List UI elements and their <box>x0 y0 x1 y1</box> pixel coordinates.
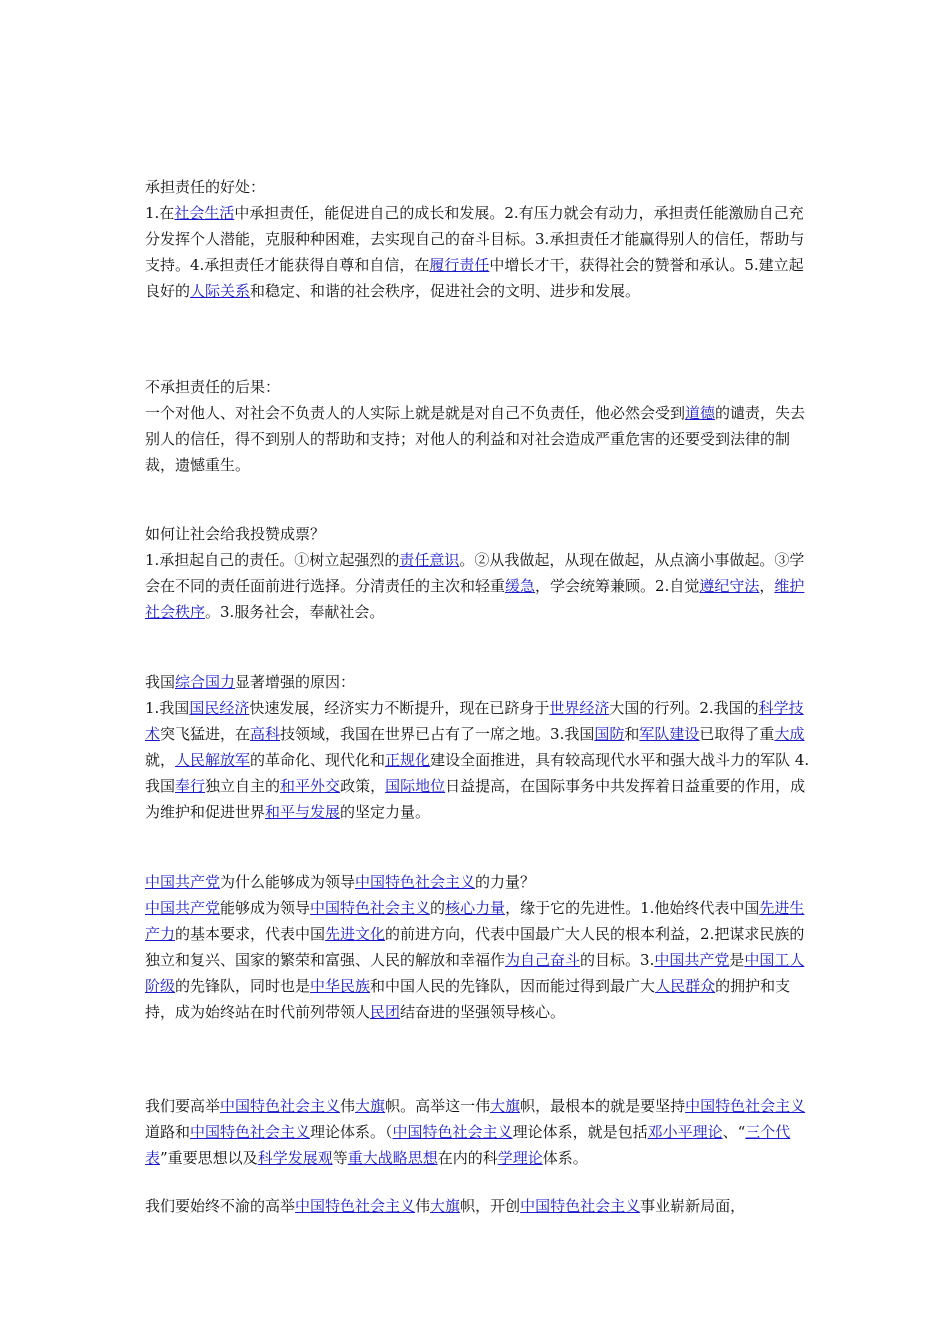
text-link[interactable]: 综合国力 <box>175 673 236 691</box>
text-link[interactable]: 遵纪守法 <box>699 577 760 595</box>
text-link[interactable]: 为自己奋斗 <box>505 951 581 969</box>
text-link[interactable]: 中国特色社会主义 <box>190 1123 311 1141</box>
text-run: 的基本要求，代表中国 <box>175 925 326 943</box>
text-run: 。3.服务社会，奉献社会。 <box>205 603 385 621</box>
text-run: 中增长才干，获得社会的赞誉和承认。5.建立起良好的 <box>145 256 804 300</box>
text-link[interactable]: 道德 <box>685 404 716 422</box>
text-run: 突飞猛进，在 <box>160 725 251 743</box>
text-link[interactable]: 和平外交 <box>280 777 341 795</box>
text-run: 、“ <box>722 1123 746 1141</box>
text-run: ”重要思想以及 <box>160 1149 258 1167</box>
text-link[interactable]: 国际地位 <box>385 777 446 795</box>
text-run: 的前进方向，代表中国最广大人民的根本利益，2.把谋求民族的独立和复兴、国家的繁荣和富强、人民的解放和幸福作 <box>145 925 805 969</box>
text-run: 帜，开创 <box>460 1197 521 1215</box>
section-body <box>145 200 810 304</box>
text-run: 帜。高举这一伟 <box>385 1097 491 1115</box>
text-run: 伟 <box>340 1097 356 1115</box>
section-national-power <box>145 669 810 825</box>
text-link[interactable]: 中国共产党 <box>145 899 221 917</box>
text-run: 和中国人民的先锋队，因而能过得到最广大 <box>370 977 656 995</box>
text-run: 的力量？ <box>475 873 536 891</box>
text-link[interactable]: 人际关系 <box>190 282 251 300</box>
section-body <box>145 695 810 825</box>
text-run: ，学会统筹兼顾。2.自觉 <box>535 577 700 595</box>
text-run: 我国 <box>145 673 176 691</box>
text-run: 是 <box>729 951 745 969</box>
text-link[interactable]: 奉行 <box>175 777 206 795</box>
section-heading <box>145 174 810 200</box>
text-link[interactable]: 学理论 <box>497 1149 543 1167</box>
text-link[interactable]: 中国工人阶级 <box>145 951 805 995</box>
text-run: 我们要高举 <box>145 1097 221 1115</box>
text-run: 道路和 <box>145 1123 191 1141</box>
text-run: 1.承担起自己的责任。①树立起强烈的 <box>145 551 400 569</box>
text-run: 如何让社会给我投赞成票？ <box>145 525 326 543</box>
text-link[interactable]: 中国特色社会主义 <box>685 1097 806 1115</box>
text-link[interactable]: 责任意识 <box>399 551 460 569</box>
text-run: 结奋进的坚强领导核心。 <box>400 1003 566 1021</box>
text-run: 的 <box>430 899 446 917</box>
section-body <box>145 1193 810 1219</box>
text-run: ， <box>759 577 775 595</box>
text-run: 大国的行列。2.我国的 <box>609 699 759 717</box>
text-run: ，缘于它的先进性。1.他始终代表中国 <box>505 899 760 917</box>
text-link[interactable]: 核心力量 <box>445 899 506 917</box>
text-link[interactable]: 高科 <box>250 725 281 743</box>
text-run: 建设全面推进，具有较高现代水平和强大战斗力的军队 4.我国 <box>145 751 810 795</box>
text-link[interactable]: 先进生产力 <box>145 899 805 943</box>
section-heading <box>145 521 810 547</box>
text-link[interactable]: 大旗 <box>355 1097 386 1115</box>
section-body <box>145 547 810 625</box>
text-run: 为什么能够成为领导 <box>220 873 356 891</box>
text-run: 的坚定力量。 <box>340 803 431 821</box>
text-run: 能够成为领导 <box>220 899 311 917</box>
text-run: 体系。 <box>542 1149 588 1167</box>
text-link[interactable]: 中国特色社会主义 <box>310 899 431 917</box>
section-party-leadership <box>145 869 810 1025</box>
text-link[interactable]: 大旗 <box>430 1197 461 1215</box>
section-society-approval <box>145 521 810 625</box>
text-run: 和稳定、和谐的社会秩序，促进社会的文明、进步和发展。 <box>250 282 641 300</box>
text-link[interactable]: 中国共产党 <box>654 951 730 969</box>
text-link[interactable]: 邓小平理论 <box>647 1123 723 1141</box>
text-run: 。②从我做起，从现在做起，从点滴小事做起。③学会在不同的责任面前进行选择。分清责任的主次和轻重 <box>145 551 805 595</box>
text-link[interactable]: 正规化 <box>385 751 431 769</box>
text-link[interactable]: 科学技术 <box>145 699 804 743</box>
text-run: 的目标。3. <box>580 951 655 969</box>
text-run: 的革命化、现代化和 <box>250 751 386 769</box>
section-body <box>145 895 810 1025</box>
section-body <box>145 1093 810 1171</box>
text-link[interactable]: 人民解放军 <box>175 751 251 769</box>
section-consequences <box>145 374 810 478</box>
text-link[interactable]: 大成 <box>774 725 805 743</box>
text-link[interactable]: 重大战略思想 <box>347 1149 438 1167</box>
text-link[interactable]: 军队建设 <box>639 725 700 743</box>
text-run: 1.我国 <box>145 699 190 717</box>
text-run: 事业崭新局面， <box>640 1197 746 1215</box>
text-run: 理论体系，就是包括 <box>512 1123 648 1141</box>
text-run: 技领域，我国在世界已占有了一席之地。3.我国 <box>280 725 595 743</box>
text-run: 政策， <box>340 777 386 795</box>
text-run: 我们要始终不渝的高举 <box>145 1197 296 1215</box>
text-link[interactable]: 国民经济 <box>189 699 250 717</box>
text-run: 在内的科 <box>437 1149 498 1167</box>
text-run: 等 <box>332 1149 348 1167</box>
text-run: 独立自主的 <box>205 777 281 795</box>
text-link[interactable]: 世界经济 <box>549 699 610 717</box>
text-run: 伟 <box>415 1197 431 1215</box>
section-new-situation <box>145 1193 810 1219</box>
text-link[interactable]: 大旗 <box>490 1097 521 1115</box>
text-link[interactable]: 和平与发展 <box>265 803 341 821</box>
text-link[interactable]: 国防 <box>594 725 625 743</box>
text-link[interactable]: 中国特色社会主义 <box>520 1197 641 1215</box>
text-link[interactable]: 中国共产党 <box>145 873 221 891</box>
text-run: 和 <box>624 725 640 743</box>
text-link[interactable]: 维护社会秩序 <box>145 577 805 621</box>
text-link[interactable]: 社会生活 <box>174 204 235 222</box>
text-run: 理论体系。（ <box>310 1123 393 1141</box>
text-link[interactable]: 三个代表 <box>145 1123 791 1167</box>
text-link[interactable]: 中国特色社会主义 <box>355 873 476 891</box>
text-link[interactable]: 履行责任 <box>429 256 490 274</box>
text-run: 1.在 <box>145 204 175 222</box>
text-run: 显著增强的原因： <box>235 673 356 691</box>
text-run: 快速发展，经济实力不断提升，现在已跻身于 <box>249 699 550 717</box>
section-heading <box>145 374 810 400</box>
text-link[interactable]: 人民群众 <box>655 977 716 995</box>
section-body <box>145 400 810 478</box>
section-banner <box>145 1093 810 1171</box>
text-link[interactable]: 缓急 <box>505 577 536 595</box>
section-heading <box>145 669 810 695</box>
text-link[interactable]: 中华民族 <box>310 977 371 995</box>
text-link[interactable]: 中国特色社会主义 <box>220 1097 341 1115</box>
text-run: 一个对他人、对社会不负责人的人实际上就是就是对自己不负责任，他必然会受到 <box>145 404 686 422</box>
text-run: 已取得了重 <box>699 725 775 743</box>
text-run: 不承担责任的后果： <box>145 378 281 396</box>
text-link[interactable]: 中国特色社会主义 <box>392 1123 513 1141</box>
text-run: 的谴责，失去别人的信任，得不到别人的帮助和支持；对他人的利益和对社会造成严重危害的还要受到法律的制裁，遗憾重生。 <box>145 404 806 474</box>
text-link[interactable]: 科学发展观 <box>257 1149 333 1167</box>
text-link[interactable]: 中国特色社会主义 <box>295 1197 416 1215</box>
text-run: 的先锋队，同时也是 <box>175 977 311 995</box>
text-link[interactable]: 民团 <box>370 1003 401 1021</box>
text-link[interactable]: 先进文化 <box>325 925 386 943</box>
text-run: 帜，最根本的就是要坚持 <box>520 1097 686 1115</box>
text-run: 就， <box>145 751 176 769</box>
text-run: 承担责任的好处： <box>145 178 266 196</box>
text-run: 的拥护和支持，成为始终站在时代前列带领人 <box>145 977 791 1021</box>
text-run: 日益提高，在国际事务中共发挥着日益重要的作用，成为维护和促进世界 <box>145 777 806 821</box>
section-benefits <box>145 174 810 304</box>
section-heading <box>145 869 810 895</box>
text-run: 中承担责任，能促进自己的成长和发展。2.有压力就会有动力，承担责任能激励自己充分发挥个人潜能，克服种种困难，去实现自己的奋斗目标。3.承担责任才能赢得别人的信任，帮助与支持。4.承担责任才能获得自尊和自信，在 <box>145 204 805 274</box>
